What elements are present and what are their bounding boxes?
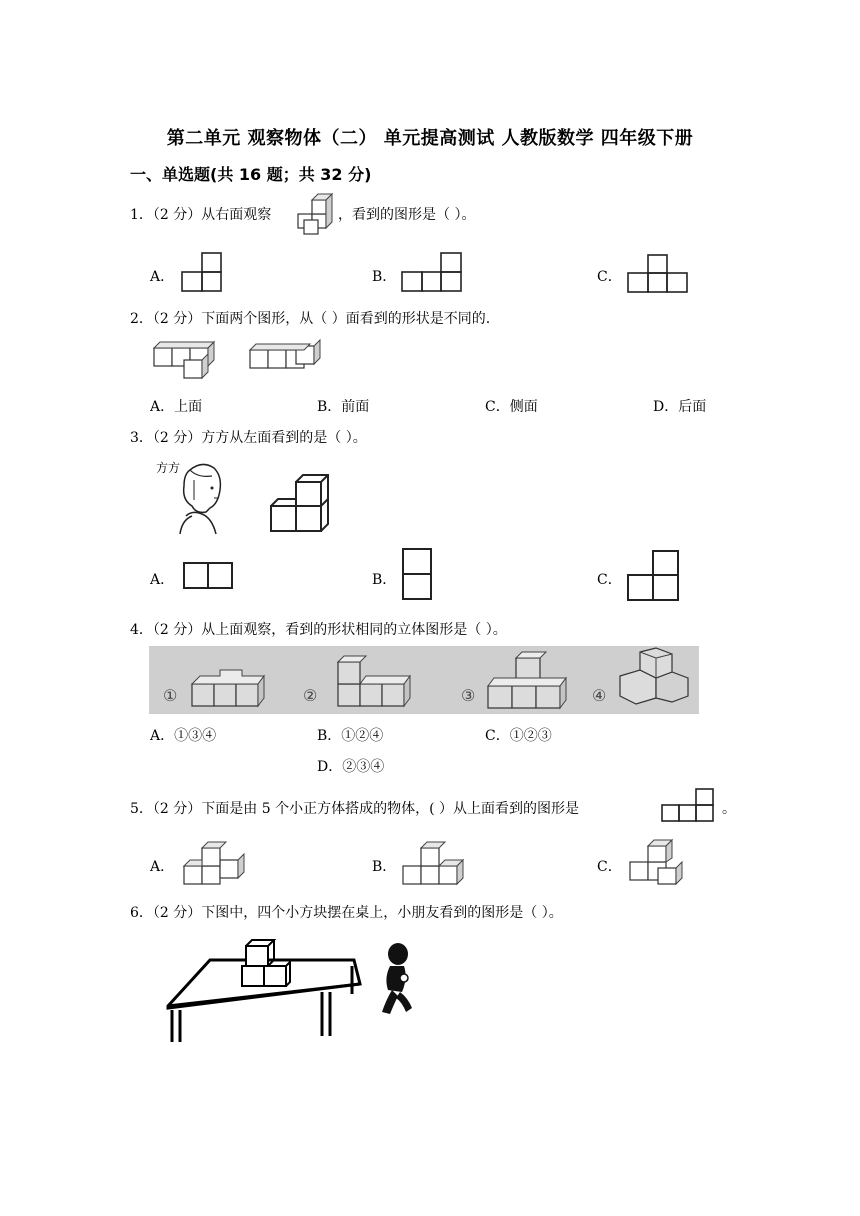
question-number: 3． — [130, 430, 153, 446]
q4-figure-2 — [334, 654, 410, 710]
question-text: （2 分）从上面观察，看到的形状相同的立体图形是（ ）。 — [152, 622, 507, 638]
question-1 — [130, 204, 271, 224]
girl-drawing — [176, 460, 228, 536]
figure-label-4: ④ — [592, 686, 607, 705]
question-number: 4． — [130, 622, 153, 638]
q3-option-c-figure[interactable] — [627, 550, 681, 602]
q4-option-c[interactable]: C．①②③ — [485, 728, 552, 744]
q1-option-a-figure[interactable] — [181, 252, 223, 294]
q1-option-c[interactable]: C． — [597, 269, 622, 285]
q4-option-a[interactable]: A．①③④ — [150, 728, 217, 744]
q2-option-c[interactable]: C．侧面 — [485, 399, 538, 415]
q2-option-a[interactable]: A．上面 — [150, 399, 203, 415]
question-number: 6． — [130, 905, 153, 921]
question-text: （2 分）下图中，四个小方块摆在桌上，小朋友看到的图形是（ ）。 — [152, 905, 563, 921]
q5-top-view-figure — [661, 788, 717, 824]
figure-label-2: ② — [303, 686, 318, 705]
q1-option-b-figure[interactable] — [401, 252, 463, 294]
q2-figure-left — [152, 340, 222, 380]
q4-figure-3 — [486, 650, 566, 712]
q3-cube-figure — [268, 474, 332, 536]
q1-option-b[interactable]: B． — [372, 269, 397, 285]
figure-label-1: ① — [163, 686, 178, 705]
figure-label-fangfang: 方方 — [156, 461, 181, 475]
q5-option-a-figure[interactable] — [182, 840, 248, 888]
question-text: （2 分）下面两个图形，从（ ）面看到的形状是不同的. — [152, 311, 491, 327]
q3-option-b[interactable]: B． — [372, 572, 397, 588]
question-4 — [130, 619, 507, 639]
question-1-tail: ，看到的图形是（ ）。 — [338, 207, 476, 223]
q1-option-a[interactable]: A． — [150, 269, 175, 285]
q3-option-c[interactable]: C． — [597, 572, 622, 588]
q4-figure-1 — [190, 666, 266, 710]
question-2 — [130, 308, 490, 328]
q3-option-a-figure[interactable] — [183, 562, 235, 590]
question-text: （2 分）方方从左面看到的是（ ）。 — [152, 430, 367, 446]
q1-cube-figure — [290, 192, 334, 240]
q5-option-b-figure[interactable] — [401, 840, 467, 888]
figure-label-3: ③ — [461, 686, 476, 705]
table-with-cubes-drawing — [164, 936, 364, 1046]
q4-figure-4 — [616, 646, 692, 706]
question-6 — [130, 902, 563, 922]
q4-option-d[interactable]: D．②③④ — [317, 759, 385, 775]
q5-option-b[interactable]: B． — [372, 859, 397, 875]
child-figure-drawing — [380, 942, 414, 1016]
q2-option-d[interactable]: D．后面 — [653, 399, 707, 415]
question-number: 2． — [130, 311, 153, 327]
q1-option-c-figure[interactable] — [627, 254, 689, 296]
q5-option-c-figure[interactable] — [628, 838, 690, 888]
q2-figure-right — [248, 340, 323, 376]
question-3 — [130, 427, 367, 447]
page-title: 第二单元 观察物体（二） 单元提高测试 人教版数学 四年级下册 — [166, 128, 694, 149]
question-5-tail: 。 — [722, 801, 736, 817]
q3-option-b-figure[interactable] — [402, 548, 434, 602]
q2-option-b[interactable]: B．前面 — [317, 399, 370, 415]
q5-option-a[interactable]: A． — [150, 859, 175, 875]
question-number: 1． — [130, 207, 153, 223]
q3-option-a[interactable]: A． — [150, 572, 175, 588]
question-number: 5． — [130, 801, 153, 817]
section-heading: 一、单选题(共 16 题；共 32 分) — [130, 165, 372, 184]
question-5 — [130, 798, 579, 818]
question-text: （2 分）从右面观察 — [152, 207, 272, 223]
q4-option-b[interactable]: B．①②④ — [317, 728, 384, 744]
question-text: （2 分）下面是由 5 个小正方体搭成的物体，( ）从上面看到的图形是 — [152, 801, 579, 817]
q5-option-c[interactable]: C． — [597, 859, 622, 875]
